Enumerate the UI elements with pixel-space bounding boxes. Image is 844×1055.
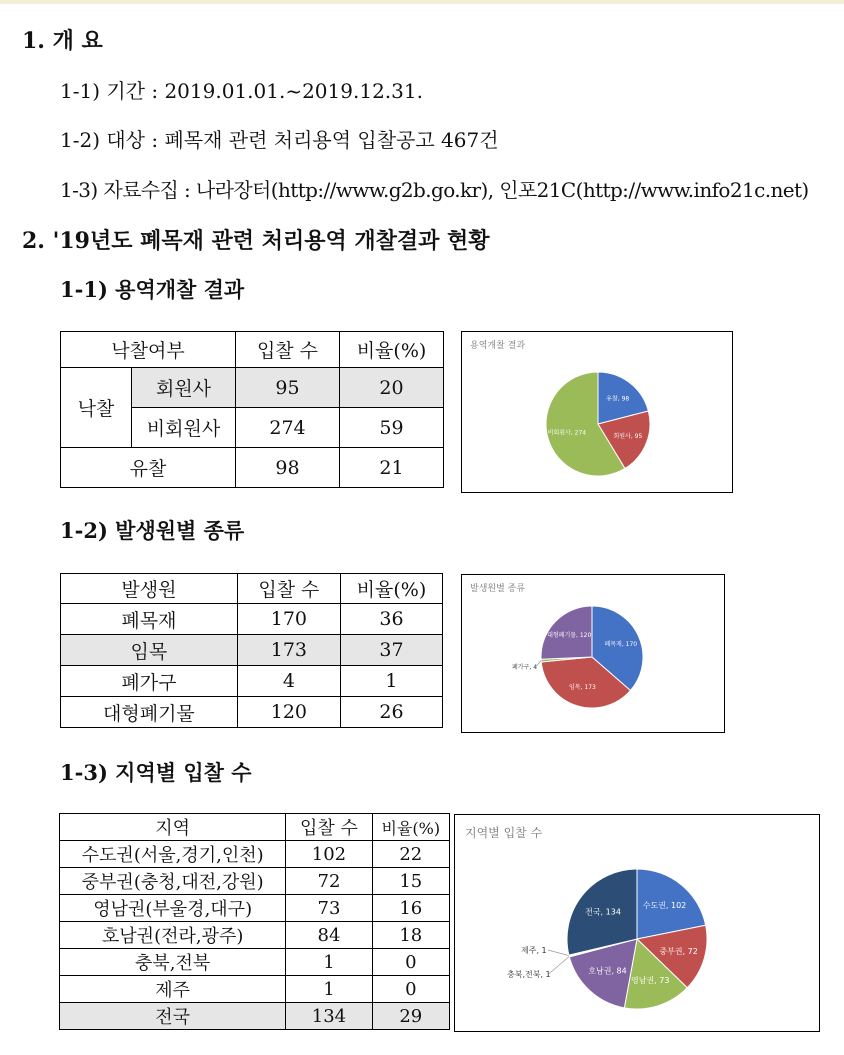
chart-1-box — [461, 331, 733, 493]
top-border — [0, 0, 844, 4]
bid-result-table — [60, 331, 444, 488]
count-cell: 1 — [286, 949, 372, 976]
count-cell: 72 — [286, 868, 372, 895]
table-row — [61, 635, 443, 666]
header-cell: 발생원 — [61, 574, 238, 604]
label-cell: 제주 — [60, 976, 286, 1003]
slice-label: 폐가구, 4 — [512, 664, 538, 671]
count-cell: 120 — [237, 697, 340, 728]
table-row — [61, 697, 443, 728]
leader-line — [549, 957, 570, 975]
label-cell: 충북,전북 — [60, 949, 286, 976]
label-cell: 대형폐기물 — [61, 697, 238, 728]
header-cell: 비율(%) — [340, 332, 444, 368]
count-cell: 170 — [237, 604, 340, 635]
table-row — [60, 949, 450, 976]
count-cell: 98 — [236, 448, 340, 488]
label-cell: 전국 — [60, 1003, 286, 1030]
ratio-cell: 59 — [340, 408, 444, 448]
region-table — [59, 813, 450, 1030]
header-cell: 낙찰여부 — [61, 332, 236, 368]
label-cell: 영남권(부울경,대구) — [60, 895, 286, 922]
table-row — [61, 368, 444, 408]
label-cell: 유찰 — [61, 448, 236, 488]
chart-title: 발생원별 종류 — [470, 584, 526, 594]
ratio-cell: 1 — [340, 666, 442, 697]
slice-label: 비회원사, 274 — [547, 429, 587, 437]
label-cell: 폐가구 — [61, 666, 238, 697]
count-cell: 102 — [286, 841, 372, 868]
label-cell: 호남권(전라,광주) — [60, 922, 286, 949]
table-row — [60, 922, 450, 949]
count-cell: 73 — [286, 895, 372, 922]
label-cell: 회원사 — [132, 368, 236, 408]
header-cell: 비율(%) — [340, 574, 442, 604]
count-cell: 95 — [236, 368, 340, 408]
header-cell: 입찰 수 — [236, 332, 340, 368]
leader-line — [548, 950, 569, 956]
header-cell: 입찰 수 — [286, 814, 372, 841]
ratio-cell: 0 — [372, 949, 449, 976]
label-cell: 폐목재 — [61, 604, 238, 635]
table-3-heading: 1-3) 지역별 입찰 수 — [60, 760, 252, 785]
slice-label: 대형폐기물, 120 — [547, 632, 592, 640]
slice-label: 중부권, 72 — [659, 946, 698, 956]
table-header-row — [61, 574, 443, 604]
ratio-cell: 22 — [372, 841, 449, 868]
label-cell: 임목 — [61, 635, 238, 666]
section-1-title: 1. 개 요 — [22, 28, 103, 54]
ratio-cell: 21 — [340, 448, 444, 488]
table-row — [60, 1003, 450, 1030]
slice-label: 제주, 1 — [521, 946, 547, 955]
section-2-title: 2. '19년도 폐목재 관련 처리용역 개찰결과 현황 — [22, 228, 490, 254]
table-row — [60, 895, 450, 922]
table-row — [61, 604, 443, 635]
chart-title: 지역별 입찰 수 — [465, 826, 543, 840]
ratio-cell: 16 — [372, 895, 449, 922]
ratio-cell: 29 — [372, 1003, 449, 1030]
chart-2-box — [461, 574, 725, 733]
label-cell: 비회원사 — [132, 408, 236, 448]
count-cell: 274 — [236, 408, 340, 448]
ratio-cell: 0 — [372, 976, 449, 1003]
table-2-heading: 1-2) 발생원별 종류 — [60, 518, 245, 543]
slice-label: 임목, 173 — [568, 684, 596, 692]
count-cell: 84 — [286, 922, 372, 949]
table-row — [60, 868, 450, 895]
period-line: 1-1) 기간 : 2019.01.01.~2019.12.31. — [60, 79, 423, 103]
source-type-table — [60, 573, 443, 728]
slice-label: 회원사, 95 — [613, 433, 643, 441]
ratio-cell: 20 — [340, 368, 444, 408]
count-cell: 134 — [286, 1003, 372, 1030]
target-line: 1-2) 대상 : 폐목재 관련 처리용역 입찰공고 467건 — [60, 128, 499, 152]
table-1-heading: 1-1) 용역개찰 결과 — [60, 277, 245, 302]
slice-label: 유찰, 98 — [606, 395, 630, 403]
slice-label: 폐목재, 170 — [604, 640, 638, 648]
slice-label: 수도권, 102 — [642, 901, 687, 911]
slice-label: 전국, 134 — [585, 907, 621, 917]
ratio-cell: 37 — [340, 635, 442, 666]
region-pie-chart — [455, 815, 819, 1031]
header-cell: 비율(%) — [372, 814, 449, 841]
count-cell: 4 — [237, 666, 340, 697]
ratio-cell: 26 — [340, 697, 442, 728]
table-row — [61, 448, 444, 488]
header-cell: 입찰 수 — [237, 574, 340, 604]
table-row — [60, 976, 450, 1003]
slice-label: 호남권, 84 — [588, 966, 627, 976]
chart-3-box — [454, 814, 820, 1032]
chart-title: 용역개찰 결과 — [470, 341, 526, 351]
ratio-cell: 15 — [372, 868, 449, 895]
label-cell: 수도권(서울,경기,인천) — [60, 841, 286, 868]
table-row — [61, 666, 443, 697]
source-line: 1-3) 자료수집 : 나라장터(http://www.g2b.go.kr), 인포21C(http://www.info21c.net) — [60, 178, 809, 202]
bid-result-pie-chart — [462, 332, 732, 492]
label-cell: 중부권(충청,대전,강원) — [60, 868, 286, 895]
table-header-row — [60, 814, 450, 841]
ratio-cell: 36 — [340, 604, 442, 635]
ratio-cell: 18 — [372, 922, 449, 949]
count-cell: 173 — [237, 635, 340, 666]
slice-label: 영남권, 73 — [630, 976, 670, 985]
slice-label: 충북,전북, 1 — [507, 970, 551, 979]
group-cell: 낙찰 — [61, 368, 132, 448]
count-cell: 1 — [286, 976, 372, 1003]
source-type-pie-chart — [462, 575, 724, 732]
table-header-row — [61, 332, 444, 368]
table-row — [60, 841, 450, 868]
header-cell: 지역 — [60, 814, 286, 841]
